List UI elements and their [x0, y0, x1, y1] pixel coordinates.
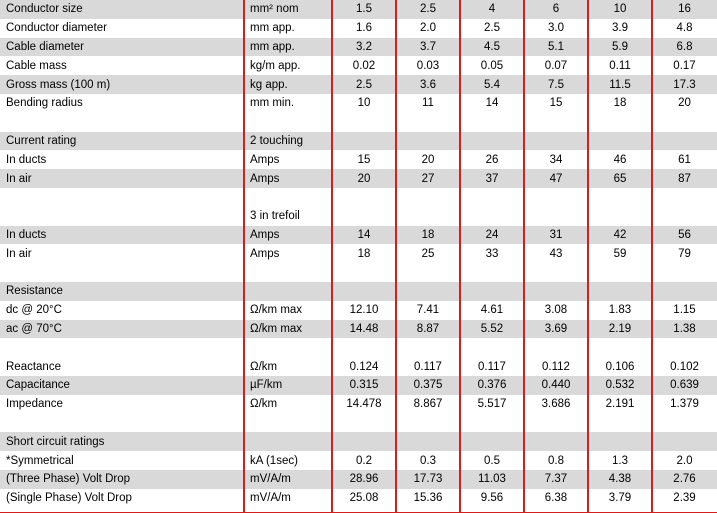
row-value: 34	[524, 150, 588, 169]
row-value: 6	[524, 0, 588, 19]
row-value: 25.08	[332, 489, 396, 508]
row-label: In air	[0, 169, 244, 188]
row-value: 1.5	[332, 0, 396, 19]
table-row	[0, 207, 717, 226]
row-unit: mV/A/m	[244, 489, 332, 508]
row-value	[524, 414, 588, 433]
row-value: 4.5	[460, 38, 524, 57]
row-value: 7.5	[524, 75, 588, 94]
row-value	[332, 414, 396, 433]
row-value: 2.76	[652, 470, 717, 489]
row-value: 6.8	[652, 38, 717, 57]
row-value: 0.2	[332, 451, 396, 470]
row-value	[332, 207, 396, 226]
table-row	[0, 357, 717, 376]
row-value	[588, 432, 652, 451]
row-label: *Symmetrical	[0, 451, 244, 470]
row-label: Cable mass	[0, 56, 244, 75]
row-value: 1.3	[588, 451, 652, 470]
row-label: In ducts	[0, 150, 244, 169]
row-value: 1.83	[588, 301, 652, 320]
row-label	[0, 414, 244, 433]
row-unit	[244, 188, 332, 207]
row-value	[524, 282, 588, 301]
row-value: 2.0	[396, 19, 460, 38]
table-row	[0, 0, 717, 19]
row-value	[332, 263, 396, 282]
row-label: Gross mass (100 m)	[0, 75, 244, 94]
row-label: In ducts	[0, 226, 244, 245]
row-label	[0, 263, 244, 282]
row-value: 1.38	[652, 320, 717, 339]
row-value	[524, 338, 588, 357]
table-row	[0, 244, 717, 263]
row-value: 7.37	[524, 470, 588, 489]
row-value	[460, 113, 524, 132]
row-unit: Ω/km	[244, 395, 332, 414]
row-value: 0.106	[588, 357, 652, 376]
table-row	[0, 282, 717, 301]
row-unit: Amps	[244, 226, 332, 245]
row-value	[396, 263, 460, 282]
row-value: 65	[588, 169, 652, 188]
row-unit: mm² nom	[244, 0, 332, 19]
row-value: 2.0	[652, 451, 717, 470]
row-unit: kg app.	[244, 75, 332, 94]
row-unit: Amps	[244, 244, 332, 263]
row-value: 17.3	[652, 75, 717, 94]
row-value: 12.10	[332, 301, 396, 320]
row-value: 0.02	[332, 56, 396, 75]
row-label: ac @ 70°C	[0, 320, 244, 339]
row-value: 37	[460, 169, 524, 188]
row-value	[524, 263, 588, 282]
row-unit: mm app.	[244, 38, 332, 57]
row-unit: Ω/km max	[244, 320, 332, 339]
table-row	[0, 376, 717, 395]
table-row	[0, 75, 717, 94]
row-value	[588, 113, 652, 132]
row-value: 3.08	[524, 301, 588, 320]
row-value: 0.102	[652, 357, 717, 376]
row-value: 4	[460, 0, 524, 19]
row-value	[396, 188, 460, 207]
row-value	[460, 188, 524, 207]
row-label	[0, 113, 244, 132]
row-value: 11.5	[588, 75, 652, 94]
row-value	[396, 282, 460, 301]
table-row	[0, 451, 717, 470]
row-label: Capacitance	[0, 376, 244, 395]
row-unit: Ω/km max	[244, 301, 332, 320]
row-value	[332, 282, 396, 301]
row-value: 5.9	[588, 38, 652, 57]
row-value: 15	[332, 150, 396, 169]
row-value	[524, 188, 588, 207]
row-value: 5.1	[524, 38, 588, 57]
row-value	[332, 432, 396, 451]
row-value: 42	[588, 226, 652, 245]
row-value: 59	[588, 244, 652, 263]
row-value: 0.639	[652, 376, 717, 395]
table-row	[0, 150, 717, 169]
row-unit: mm min.	[244, 94, 332, 113]
row-value	[396, 432, 460, 451]
row-label: Current rating	[0, 132, 244, 151]
row-value	[652, 432, 717, 451]
row-value: 3.69	[524, 320, 588, 339]
row-value: 2.19	[588, 320, 652, 339]
row-label	[0, 207, 244, 226]
row-value: 7.41	[396, 301, 460, 320]
row-value: 2.5	[332, 75, 396, 94]
row-value	[652, 207, 717, 226]
row-unit	[244, 263, 332, 282]
row-value: 0.11	[588, 56, 652, 75]
row-value: 3.7	[396, 38, 460, 57]
row-value: 28.96	[332, 470, 396, 489]
row-label: Bending radius	[0, 94, 244, 113]
row-value	[396, 207, 460, 226]
row-label	[0, 188, 244, 207]
row-label: Conductor size	[0, 0, 244, 19]
row-value: 0.8	[524, 451, 588, 470]
row-value: 0.117	[396, 357, 460, 376]
table-row	[0, 320, 717, 339]
row-value: 0.315	[332, 376, 396, 395]
row-value: 2.5	[396, 0, 460, 19]
table-row	[0, 226, 717, 245]
row-value: 25	[396, 244, 460, 263]
row-value: 14.478	[332, 395, 396, 414]
row-value	[396, 132, 460, 151]
row-value: 27	[396, 169, 460, 188]
table-row	[0, 301, 717, 320]
row-value: 3.79	[588, 489, 652, 508]
row-value	[588, 414, 652, 433]
row-value: 3.0	[524, 19, 588, 38]
row-value	[332, 338, 396, 357]
row-value: 0.124	[332, 357, 396, 376]
table-row	[0, 489, 717, 508]
row-value: 46	[588, 150, 652, 169]
row-unit	[244, 414, 332, 433]
row-value: 5.52	[460, 320, 524, 339]
row-value: 0.3	[396, 451, 460, 470]
row-value: 0.375	[396, 376, 460, 395]
row-label: In air	[0, 244, 244, 263]
table-row	[0, 395, 717, 414]
row-value: 26	[460, 150, 524, 169]
row-value	[396, 338, 460, 357]
row-value	[588, 188, 652, 207]
row-value	[332, 113, 396, 132]
row-value: 15.36	[396, 489, 460, 508]
row-value	[588, 282, 652, 301]
row-value	[460, 132, 524, 151]
row-label: Impedance	[0, 395, 244, 414]
row-value	[524, 113, 588, 132]
row-value: 0.112	[524, 357, 588, 376]
row-unit: Ω/km	[244, 357, 332, 376]
row-value	[524, 207, 588, 226]
table-row	[0, 94, 717, 113]
row-label: (Single Phase) Volt Drop	[0, 489, 244, 508]
row-value	[460, 282, 524, 301]
row-unit	[244, 113, 332, 132]
row-value: 1.379	[652, 395, 717, 414]
row-value: 8.87	[396, 320, 460, 339]
row-value	[332, 188, 396, 207]
row-value: 4.8	[652, 19, 717, 38]
row-value: 79	[652, 244, 717, 263]
row-unit: Amps	[244, 169, 332, 188]
row-value: 11	[396, 94, 460, 113]
row-value: 14	[460, 94, 524, 113]
row-value	[460, 338, 524, 357]
row-value: 4.61	[460, 301, 524, 320]
row-value: 0.117	[460, 357, 524, 376]
row-value: 0.05	[460, 56, 524, 75]
row-value: 31	[524, 226, 588, 245]
row-value: 2.191	[588, 395, 652, 414]
row-unit: 3 in trefoil	[244, 207, 332, 226]
row-value: 3.2	[332, 38, 396, 57]
row-unit: mV/A/m	[244, 470, 332, 489]
row-value	[652, 282, 717, 301]
row-unit: mm app.	[244, 19, 332, 38]
row-value: 17.73	[396, 470, 460, 489]
row-value	[524, 132, 588, 151]
row-unit: 2 touching	[244, 132, 332, 151]
row-value: 2.5	[460, 19, 524, 38]
row-value: 1.6	[332, 19, 396, 38]
row-value: 0.532	[588, 376, 652, 395]
table-row	[0, 113, 717, 132]
row-value: 24	[460, 226, 524, 245]
row-unit	[244, 338, 332, 357]
row-value	[588, 338, 652, 357]
row-value	[652, 338, 717, 357]
row-unit: µF/km	[244, 376, 332, 395]
row-value: 0.440	[524, 376, 588, 395]
row-value: 18	[588, 94, 652, 113]
table-row	[0, 132, 717, 151]
row-label: Conductor diameter	[0, 19, 244, 38]
row-value	[524, 432, 588, 451]
row-value: 47	[524, 169, 588, 188]
table-row	[0, 263, 717, 282]
row-value: 14.48	[332, 320, 396, 339]
row-value: 0.17	[652, 56, 717, 75]
row-unit	[244, 432, 332, 451]
row-value: 2.39	[652, 489, 717, 508]
row-value: 20	[396, 150, 460, 169]
row-value: 14	[332, 226, 396, 245]
row-value: 10	[588, 0, 652, 19]
row-value	[588, 207, 652, 226]
row-value: 6.38	[524, 489, 588, 508]
row-value	[652, 188, 717, 207]
row-value	[652, 414, 717, 433]
row-value: 18	[332, 244, 396, 263]
row-value	[652, 132, 717, 151]
row-value: 11.03	[460, 470, 524, 489]
row-value	[460, 263, 524, 282]
row-value: 5.4	[460, 75, 524, 94]
row-value: 43	[524, 244, 588, 263]
row-value: 10	[332, 94, 396, 113]
table-row	[0, 188, 717, 207]
row-value: 9.56	[460, 489, 524, 508]
row-value	[332, 132, 396, 151]
row-value: 0.5	[460, 451, 524, 470]
row-value	[396, 414, 460, 433]
row-label	[0, 338, 244, 357]
table-row	[0, 338, 717, 357]
table-row	[0, 38, 717, 57]
row-unit: kg/m app.	[244, 56, 332, 75]
table-row	[0, 19, 717, 38]
row-label: Resistance	[0, 282, 244, 301]
row-value: 87	[652, 169, 717, 188]
row-value: 1.15	[652, 301, 717, 320]
row-value	[460, 432, 524, 451]
row-value	[652, 263, 717, 282]
row-value: 33	[460, 244, 524, 263]
row-label: dc @ 20°C	[0, 301, 244, 320]
row-value: 3.686	[524, 395, 588, 414]
row-value: 4.38	[588, 470, 652, 489]
row-unit: Amps	[244, 150, 332, 169]
row-value	[588, 263, 652, 282]
row-value: 16	[652, 0, 717, 19]
row-value	[460, 207, 524, 226]
row-label: Reactance	[0, 357, 244, 376]
row-value: 20	[652, 94, 717, 113]
row-value: 5.517	[460, 395, 524, 414]
row-label: (Three Phase) Volt Drop	[0, 470, 244, 489]
row-value: 15	[524, 94, 588, 113]
row-unit	[244, 282, 332, 301]
row-label: Cable diameter	[0, 38, 244, 57]
row-value: 0.376	[460, 376, 524, 395]
row-unit: kA (1sec)	[244, 451, 332, 470]
row-value: 0.03	[396, 56, 460, 75]
row-value: 61	[652, 150, 717, 169]
table-row	[0, 470, 717, 489]
row-value	[652, 113, 717, 132]
row-value	[588, 132, 652, 151]
row-value: 3.9	[588, 19, 652, 38]
row-value: 8.867	[396, 395, 460, 414]
table-row	[0, 414, 717, 433]
row-value: 3.6	[396, 75, 460, 94]
row-value	[460, 414, 524, 433]
table-row	[0, 169, 717, 188]
row-value: 56	[652, 226, 717, 245]
table-row	[0, 432, 717, 451]
table-row	[0, 56, 717, 75]
row-value: 20	[332, 169, 396, 188]
row-value: 18	[396, 226, 460, 245]
row-value: 0.07	[524, 56, 588, 75]
row-value	[396, 113, 460, 132]
row-label: Short circuit ratings	[0, 432, 244, 451]
